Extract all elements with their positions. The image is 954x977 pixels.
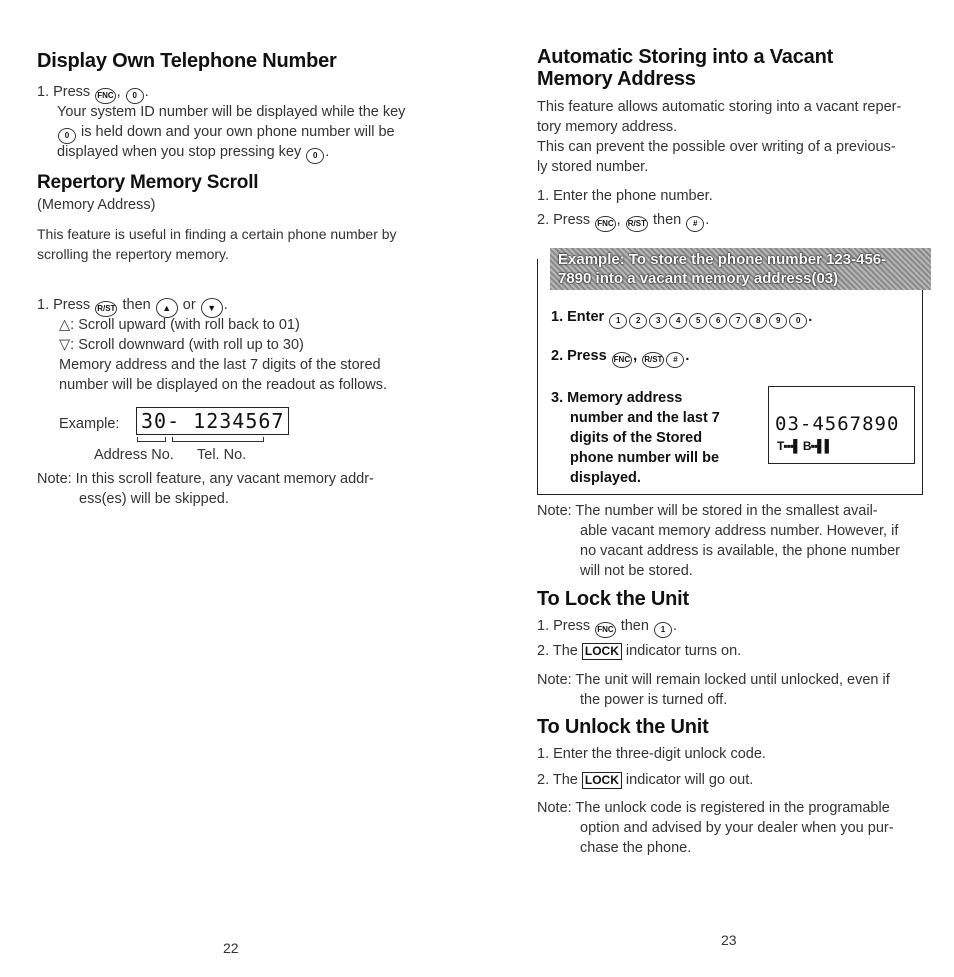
tel-label: Tel. No. [197,447,247,463]
auto-store-p2-l1: This can prevent the possible over writing of a previous- [537,139,896,155]
page-number-right: 23 [721,932,737,948]
note1-l3: no vacant address is available, the phone number [580,543,901,559]
rst-key-icon: R/ST [95,301,117,317]
repertory-down-desc: ▽: Scroll downward (with roll up to 30) [59,337,304,353]
zero-key-icon: 0 [58,128,76,144]
digit-8-key-icon: 8 [749,313,767,329]
repertory-note-l1: Note: In this scroll feature, any vacant memory addr- [37,471,374,487]
digit-5-key-icon: 5 [689,313,707,329]
digit-7-key-icon: 7 [729,313,747,329]
note1-l1: Note: The number will be stored in the smallest avail- [537,503,878,519]
auto-store-heading: Automatic Storing into a Vacant Memory Address [537,46,834,90]
lock-indicator: LOCK [582,772,622,789]
example-lcd-text: 30- 1234567 [136,407,289,435]
fnc-key-icon: FNC [595,216,615,232]
example-lcd [136,407,289,435]
lock-step1: 1. Press FNC then 1 . [537,616,677,638]
fnc-key-icon: FNC [95,88,115,104]
tel-bracket [172,437,264,442]
digit-6-key-icon: 6 [709,313,727,329]
page-number-left: 22 [223,940,239,956]
rst-key-icon: R/ST [642,352,664,368]
unlock-step1: 1. Enter the three-digit unlock code. [537,746,766,762]
repertory-heading: Repertory Memory Scroll [37,172,259,193]
address-label: Address No. [94,447,174,463]
repertory-up-desc: △: Scroll upward (with roll back to 01) [59,317,300,333]
digit-9-key-icon: 9 [769,313,787,329]
repertory-p1-l2: scrolling the repertory memory. [37,246,229,262]
unlock-step2: 2. The LOCK indicator will go out. [537,772,754,788]
example-step3: 3. Memory address number and the last 7 digits of the Stored phone number will be displayed. [551,390,720,486]
repertory-step1: 1. Press R/ST then ▲ or ▼ . [37,295,228,318]
auto-store-step2: 2. Press FNC , R/ST then # . [537,210,709,232]
display-own-line4: displayed when you stop pressing key 0 . [57,142,329,164]
fnc-key-icon: FNC [595,622,615,638]
example-lcd-readout: 03-4567890 [775,413,900,435]
lock-note-l1: Note: The unit will remain locked until unlocked, even if [537,672,890,688]
repertory-note-l2: ess(es) will be skipped. [79,491,229,507]
example-lcd-status: T▪▪▪▌ B▪▪▌▌ [777,439,833,453]
auto-store-p2-l2: ly stored number. [537,159,649,175]
unlock-heading: To Unlock the Unit [537,716,709,738]
lock-heading: To Lock the Unit [537,588,689,610]
repertory-subheading: (Memory Address) [37,197,156,213]
digit-0-key-icon: 0 [789,313,807,329]
repertory-p1-l1: This feature is useful in finding a certain phone number by [37,226,397,242]
repertory-desc-l2: number will be displayed on the readout as follows. [59,377,388,393]
fnc-key-icon: FNC [612,352,632,368]
example-lcd-frame [768,386,915,464]
display-own-line3: 0 is held down and your own phone number will be [57,122,395,144]
digit-4-key-icon: 4 [669,313,687,329]
auto-store-step1: 1. Enter the phone number. [537,188,713,204]
display-own-heading: Display Own Telephone Number [37,50,337,72]
hash-key-icon: # [666,352,684,368]
zero-key-icon: 0 [306,148,324,164]
example-label: Example: [59,416,120,432]
display-own-line2: Your system ID number will be displayed while the key [57,104,406,120]
note1-l4: will not be stored. [580,563,693,579]
unlock-note-l3: chase the phone. [580,840,692,856]
lock-indicator: LOCK [582,643,622,660]
rst-key-icon: R/ST [626,216,648,232]
unlock-note-l2: option and advised by your dealer when you pur- [580,820,894,836]
auto-store-p1-l2: tory memory address. [537,119,678,135]
digit-1-key-icon: 1 [654,622,672,638]
example-enter: 1. Enter 1 2 3 4 5 6 7 8 9 0 . [551,307,812,329]
address-bracket [137,437,166,442]
lock-note-l2: the power is turned off. [580,692,728,708]
hash-key-icon: # [686,216,704,232]
digit-3-key-icon: 3 [649,313,667,329]
down-arrow-key-icon: ▼ [201,298,223,318]
digit-2-key-icon: 2 [629,313,647,329]
zero-key-icon: 0 [126,88,144,104]
example-banner: Example: To store the phone number 123-456- 7890 into a vacant memory address(03) [550,248,931,290]
example-press: 2. Press FNC , R/ST # . [551,346,689,368]
note1-l2: able vacant memory address number. However, if [580,523,899,539]
repertory-desc-l1: Memory address and the last 7 digits of the stored [59,357,381,373]
digit-1-key-icon: 1 [609,313,627,329]
auto-store-p1-l1: This feature allows automatic storing into a vacant reper- [537,99,902,115]
up-arrow-key-icon: ▲ [156,298,178,318]
display-own-step1: 1. Press FNC , 0 . [37,82,149,104]
lock-step2: 2. The LOCK indicator turns on. [537,643,742,659]
unlock-note-l1: Note: The unlock code is registered in the programable [537,800,890,816]
